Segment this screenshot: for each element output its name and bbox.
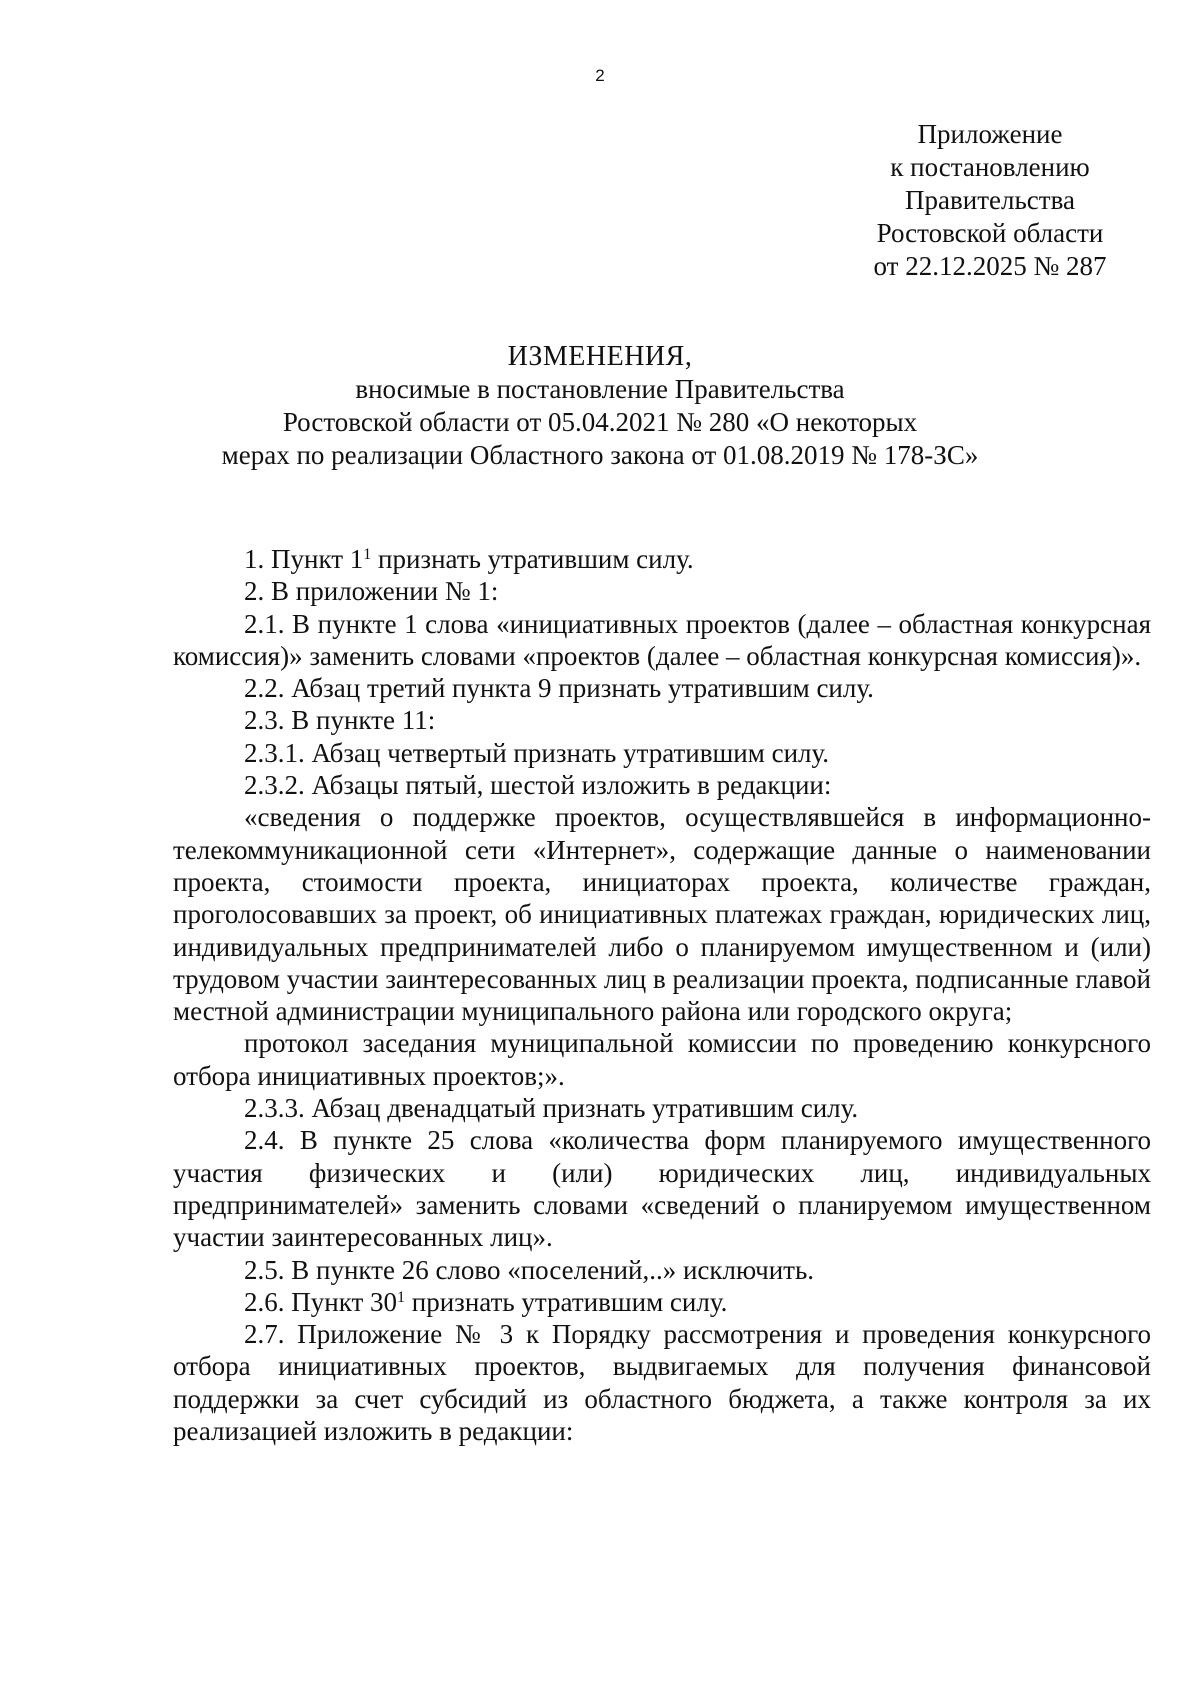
document-title bbox=[0, 340, 1200, 472]
paragraph-2-6-start: 2.6. Пункт 30 bbox=[244, 1286, 398, 1317]
paragraph-2-6-end: признать утратившим силу. bbox=[405, 1286, 728, 1317]
paragraph-1-start: 1. Пункт 1 bbox=[244, 544, 364, 574]
annex-line: к постановлению bbox=[890, 152, 1090, 182]
page-number: 2 bbox=[595, 66, 605, 85]
annex-block bbox=[820, 118, 1160, 283]
title-heading: ИЗМЕНЕНИЯ, bbox=[507, 341, 693, 372]
paragraph-2-2: 2.2. Абзац третий пункта 9 признать утратившим силу. bbox=[244, 673, 874, 704]
paragraph-2: 2. В приложении № 1: bbox=[244, 576, 499, 607]
title-subtitle-line: Ростовской области от 05.04.2021 № 280 «О некоторых bbox=[282, 407, 918, 437]
paragraph-2-3: 2.3. В пункте 11: bbox=[244, 705, 436, 736]
superscript: 1 bbox=[397, 1288, 406, 1306]
paragraph-2-3-1: 2.3.1. Абзац четвертый признать утратившим силу. bbox=[244, 737, 830, 768]
paragraph-1 bbox=[173, 543, 1151, 575]
annex-line: Ростовской области bbox=[876, 218, 1104, 248]
paragraph-2-3-2: 2.3.2. Абзацы пятый, шестой изложить в редакции: bbox=[244, 770, 832, 801]
annex-line: от 22.12.2025 № 287 bbox=[873, 251, 1107, 281]
document-body bbox=[173, 543, 1151, 1447]
paragraph-2-7: 2.7. Приложение № 3 к Порядку рассмотрения и проведения конкурсного отбора инициативных проектов, выдвигаемых для получения финансовой поддержки за счет субсидий из областного бюджета, а также контроля за их реализацией изложить в редакции: bbox=[173, 1319, 1151, 1447]
paragraph-2-3-3: 2.3.3. Абзац двенадцатый признать утратившим силу. bbox=[244, 1093, 859, 1124]
paragraph-1-end: признать утратившим силу. bbox=[371, 544, 694, 574]
superscript: 1 bbox=[363, 546, 372, 563]
paragraph-2-5: 2.5. В пункте 26 слово «поселений,..» исключить. bbox=[244, 1254, 815, 1285]
paragraph-2-4: 2.4. В пункте 25 слова «количества форм планируемого имущественного участия физических и (или) юридических лиц, индивидуальных предпринимателей» заменить словами «сведений о планируемом имущественном участии заинтересованных лиц». bbox=[173, 1125, 1151, 1253]
paragraph-2-1: 2.1. В пункте 1 слова «инициативных проектов (далее – областная конкурсная комиссия)» заменить словами «проектов (далее – областная конкурсная комиссия)». bbox=[173, 608, 1151, 671]
paragraph-2-6 bbox=[173, 1286, 1151, 1318]
title-subtitle-line: мерах по реализации Областного закона от 01.08.2019 № 178-ЗС» bbox=[221, 440, 979, 470]
annex-line: Приложение bbox=[917, 119, 1063, 149]
quoted-paragraph-2: протокол заседания муниципальной комиссии по проведению конкурсного отбора инициативных проектов;». bbox=[173, 1028, 1151, 1091]
quoted-paragraph-1: «сведения о поддержке проектов, осуществлявшейся в информационно-телекоммуникационной сети «Интернет», содержащие данные о наименовании проекта, стоимости проекта, инициаторах проекта, количестве граждан, проголосовавших за проект, об инициативных платежах граждан, юридических лиц, индивидуальных предпринимателей либо о планируемом имущественном и (или) трудовом участии заинтересованных лиц в реализации проекта, подписанные главой местной администрации муниципального района или городского округа; bbox=[173, 802, 1151, 1027]
annex-line: Правительства bbox=[905, 185, 1075, 215]
title-subtitle-line: вносимые в постановление Правительства bbox=[355, 374, 845, 404]
